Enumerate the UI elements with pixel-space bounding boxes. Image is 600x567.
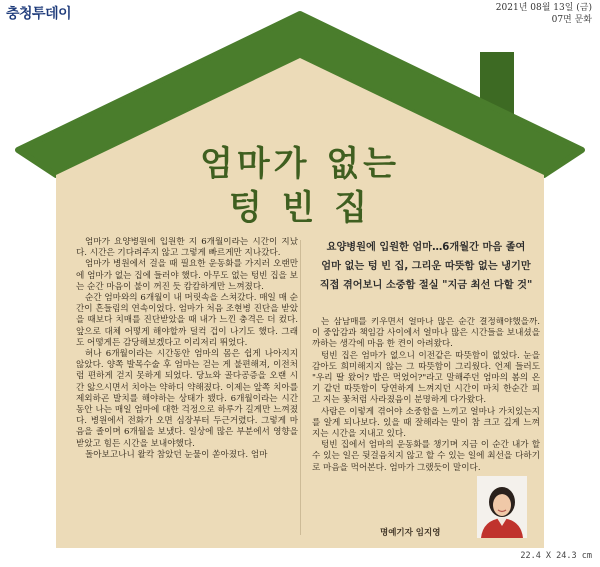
lead-line: 직접 겪어보니 소중함 절실 "지금 최선 다할 것" [319, 280, 533, 291]
paragraph: 텅빈 집에서 엄마의 운동화를 챙기며 지금 이 순간 내가 할 수 있는 일은 뒷걸음치지 않고 할 수 있는 일에 최선을 다하기로 마음을 먹어본다. 엄마가 그랬듯이 말이다. [312, 440, 540, 473]
clipping-size: 22.4 X 24.3 cm [520, 551, 592, 561]
paragraph: 엄마가 병원에서 걸을 때 필요한 운동화를 가지러 오랜만에 엄마가 없는 집에 들러야 했다. 아무도 없는 텅빈 집을 보는 순간 마음이 불이 꺼진 듯 캄캄하게만 느껴졌다. [76, 259, 298, 292]
headline-line-2: 텅 빈 집 [228, 188, 372, 228]
page-section: 07면 문화 [551, 15, 592, 25]
article-body-left [76, 237, 298, 527]
headline-line-1: 엄마가 없는 [199, 144, 401, 184]
lead-line: 엄마 없는 텅 빈 집, 그리운 따뜻함 없는 냉기만 [321, 261, 531, 272]
paragraph: 텅빈 집은 엄마가 없으니 이전같은 따뜻함이 없었다. 눈을 감아도 희미해지지 않는 그 따뜻함이 그리웠다. 언제 들러도 "우리 딸 왔어? 밥은 먹었어?"라고 말해주던 엄마의 봄의 온기 같던 따뜻함이 당연하게 느껴지던 시간이 마치 한순간 피고 지는 꽃처럼 사라졌음이 분명하게 다가왔다. [312, 350, 540, 406]
paragraph: 엄마가 요양병원에 입원한 지 6개월이라는 시간이 지났다. 시간은 기다려주지 않고 그렇게 빠르게만 지나갔다. [76, 237, 298, 259]
paragraph: 순간 엄마와의 6개월이 내 머릿속을 스쳐갔다. 매일 매 순간이 흔들림의 연속이었다. 엄마가 처음 조현병 진단을 받았을 때보다 치매를 진단받았을 때 내가 느낀 충격은 더 컸다. 앞으로 대체 어떻게 해야할까 덜컥 겁이 나기도 했다. 그래도 어떻게든 감당해보겠다고 이리저리 뛰었다. [76, 293, 298, 348]
paragraph: 허나 6개월이라는 시간동안 엄마의 몸은 쉽게 나아지지 않았다. 양쪽 발목수술 후 엄마는 걷는 게 불편해져, 이전처럼 편하게 걷지 못하게 되었다. 당뇨와 골다공증을 오랜 시간 앓으시면서 치아는 약하디 약해졌다. 이제는 앞쪽 치아를 제외하곤 발치를 해야하는 상태가 됐다. 6개월이라는 시간동안 나는 매일 엄마에 대한 걱정으로 하루가 길게만 느껴졌다. 병원에서 전화가 오면 심장부터 두근거렸다. 그렇게 마음을 졸이며 6개월을 보냈다. 일상에 많은 부분에서 영향을 받았고 힘든 시간을 보내야했다. [76, 349, 298, 449]
byline: 명예기자 임지영 [380, 528, 441, 538]
paragraph: 는 삼남매를 키우면서 얼마나 많은 순간 결정해야했을까. 이 중압감과 책임감 사이에서 얼마나 많은 시간들을 보내셨을까하는 생각에 마음 한 켠이 아려왔다. [312, 317, 540, 350]
reporter-photo [477, 476, 527, 538]
newspaper-masthead: 충청투데이 [6, 6, 72, 22]
issue-date: 2021년 08월 13일 (금) [495, 3, 592, 13]
lead-summary [308, 238, 544, 295]
column-divider [300, 240, 301, 535]
lead-line: 요양병원에 입원한 엄마…6개월간 마음 졸여 [326, 242, 526, 253]
paragraph: 사람은 이렇게 겪어야 소중함을 느끼고 얼마나 가치있는지를 알게 되나보다. 있을 때 잘해라는 말이 참 크고 깊게 느껴지는 시간을 지내고 있다. [312, 406, 540, 440]
paragraph: 돌아보고나니 왈칵 참았던 눈물이 쏟아졌다. 엄마 [85, 449, 268, 460]
dateline [496, 2, 592, 26]
